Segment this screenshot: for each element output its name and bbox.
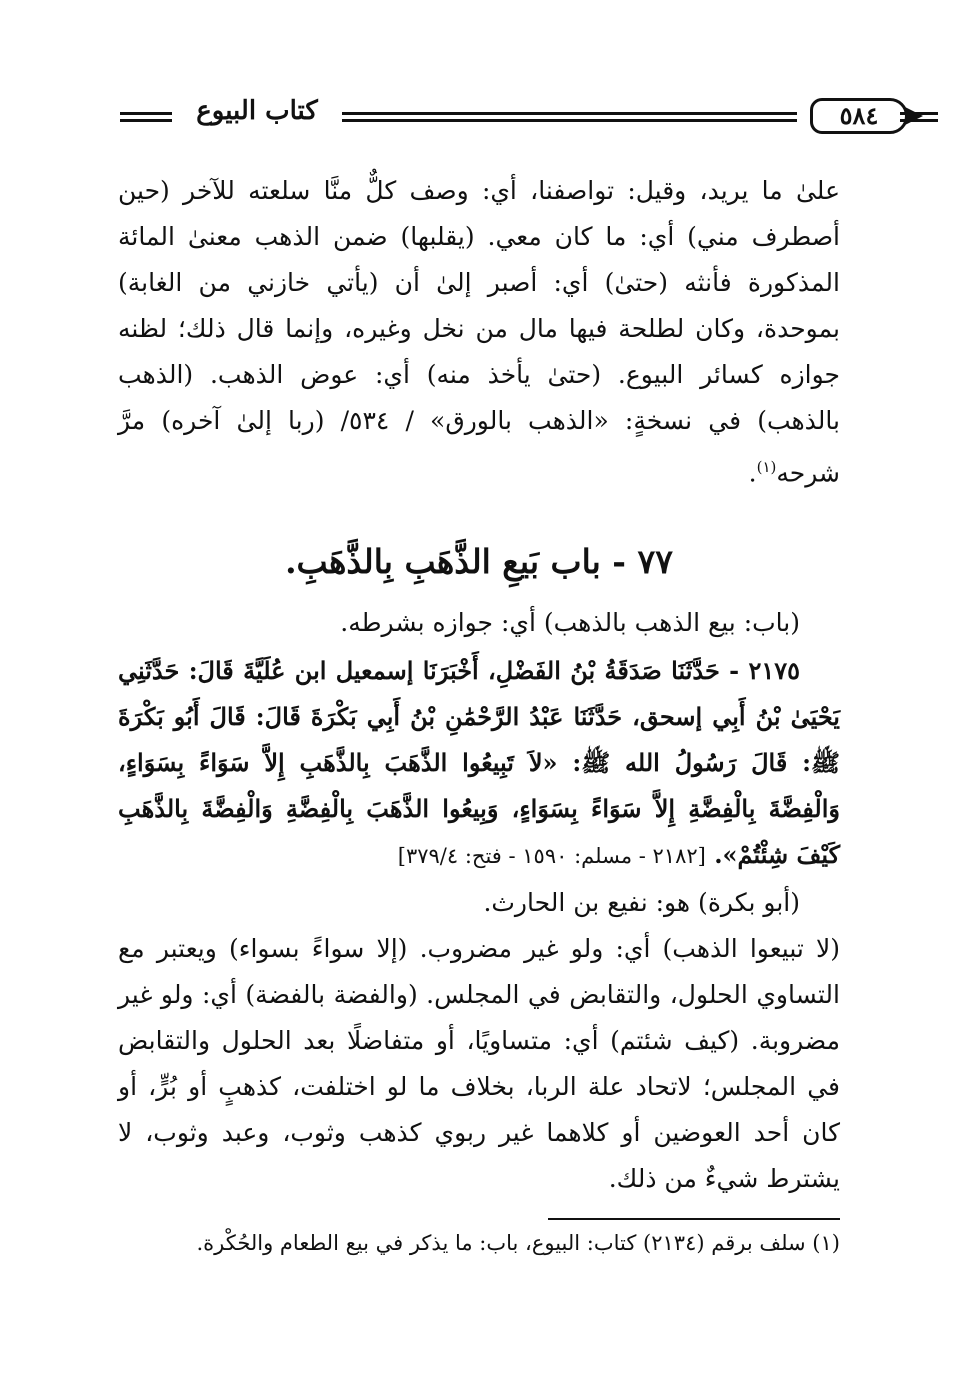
chapter-title: ٧٧ - باب بَيعِ الذَّهَبِ بِالذَّهَبِ. — [285, 542, 673, 581]
header-rule-left — [120, 112, 172, 122]
footnote-divider — [548, 1218, 840, 1220]
bab-line: (باب: بيع الذهب بالذهب) أي: جوازه بشرطه. — [340, 608, 800, 637]
top-paragraph-text: علىٰ ما يريد، وقيل: تواصفنا، أي: وصف كلٌّ منَّا سلعته للآخر (حين أصطرف مني) أي: ما كان معي. (يقلبها) ضمن الذهب معنىٰ المائة المذكورة فأنثه (حتىٰ) أي: أصبر إلىٰ أن (يأتي خازني من الغابة) بموحدة، وكان لطلحة فيها مال من نخل وغيره، وإنما قال ذلك؛ لظنه جوازه كسائر البيوع. (حتىٰ يأخذ منه) أي: عوض الذهب. (الذهب بالذهب) في نسخةٍ: «الذهب بالورق» / ٥٣٤/ (ربا إلىٰ آخره) مرَّ شرحه — [118, 176, 840, 488]
hadith-text: ٢١٧٥ - حَدَّثَنَا صَدَقَةُ بْنُ الفَضْلِ، أَخْبَرَنَا إسمعيل ابن عُلَيَّةَ قَالَ: حَدَّثَنِي يَحْيَىٰ بْنُ أَبِي إسحق، حَدَّثَنَا عَبْدُ الرَّحْمَٰنِ بْنُ أَبِي بَكْرَةَ قَالَ: قَالَ أَبُو بَكْرَةَ ﷺ: قَالَ رَسُولُ الله ﷺ: «لاَ تَبِيعُوا الذَّهَبَ بِالذَّهَبِ إِلاَّ سَوَاءً بِسَوَاءٍ، وَالْفِضَّةَ بِالْفِضَّةِ إِلاَّ سَوَاءً بِسَوَاءٍ، وَبِيعُوا الذَّهَبَ بِالْفِضَّةِ وَالْفِضَّةَ بِالذَّهَبِ كَيْفَ شِئْتُمْ». — [118, 656, 840, 869]
header-rule-middle — [342, 112, 797, 122]
footnote-marker: (١) — [756, 458, 777, 476]
commentary — [118, 880, 840, 1202]
page-number: ٥٨٤ — [810, 98, 908, 134]
footnote: (١) سلف برقم (٢١٣٤) كتاب: البيوع، باب: ما يذكر في بيع الطعام والحُكْرة. — [196, 1231, 840, 1255]
commentary-paragraph-1: (أبو بكرة) هو: نفيع بن الحارث. — [483, 888, 800, 917]
header-rule-right — [900, 112, 938, 122]
top-paragraph-end: . — [748, 458, 757, 488]
hadith-reference: [٢١٨٢ - مسلم: ١٥٩٠ - فتح: ٣٧٩/٤] — [397, 844, 706, 868]
hadith-text-block — [118, 648, 840, 879]
top-paragraph — [118, 168, 840, 496]
page-header — [110, 92, 879, 144]
commentary-paragraph-2: (لا تبيعوا الذهب) أي: ولو غير مضروب. (إلا سواءً بسواء) ويعتبر مع التساوي الحلول، والتقابض في المجلس. (والفضة بالفضة) أي: ولو غير مضروبة. (كيف شئتم) أي: متساويًا، أو متفاضلًا بعد الحلول والتقابض في المجلس؛ لاتحاد علة الربا، بخلاف ما لو اختلفت، كذهبٍ أو بُرٍّ، أو كان أحد العوضين أو كلاهما غير ربوي كذهب وثوب، وعبد وثوب، لا يشترط شيءٌ من ذلك. — [118, 934, 840, 1193]
book-title: كتاب البيوع — [196, 96, 318, 126]
